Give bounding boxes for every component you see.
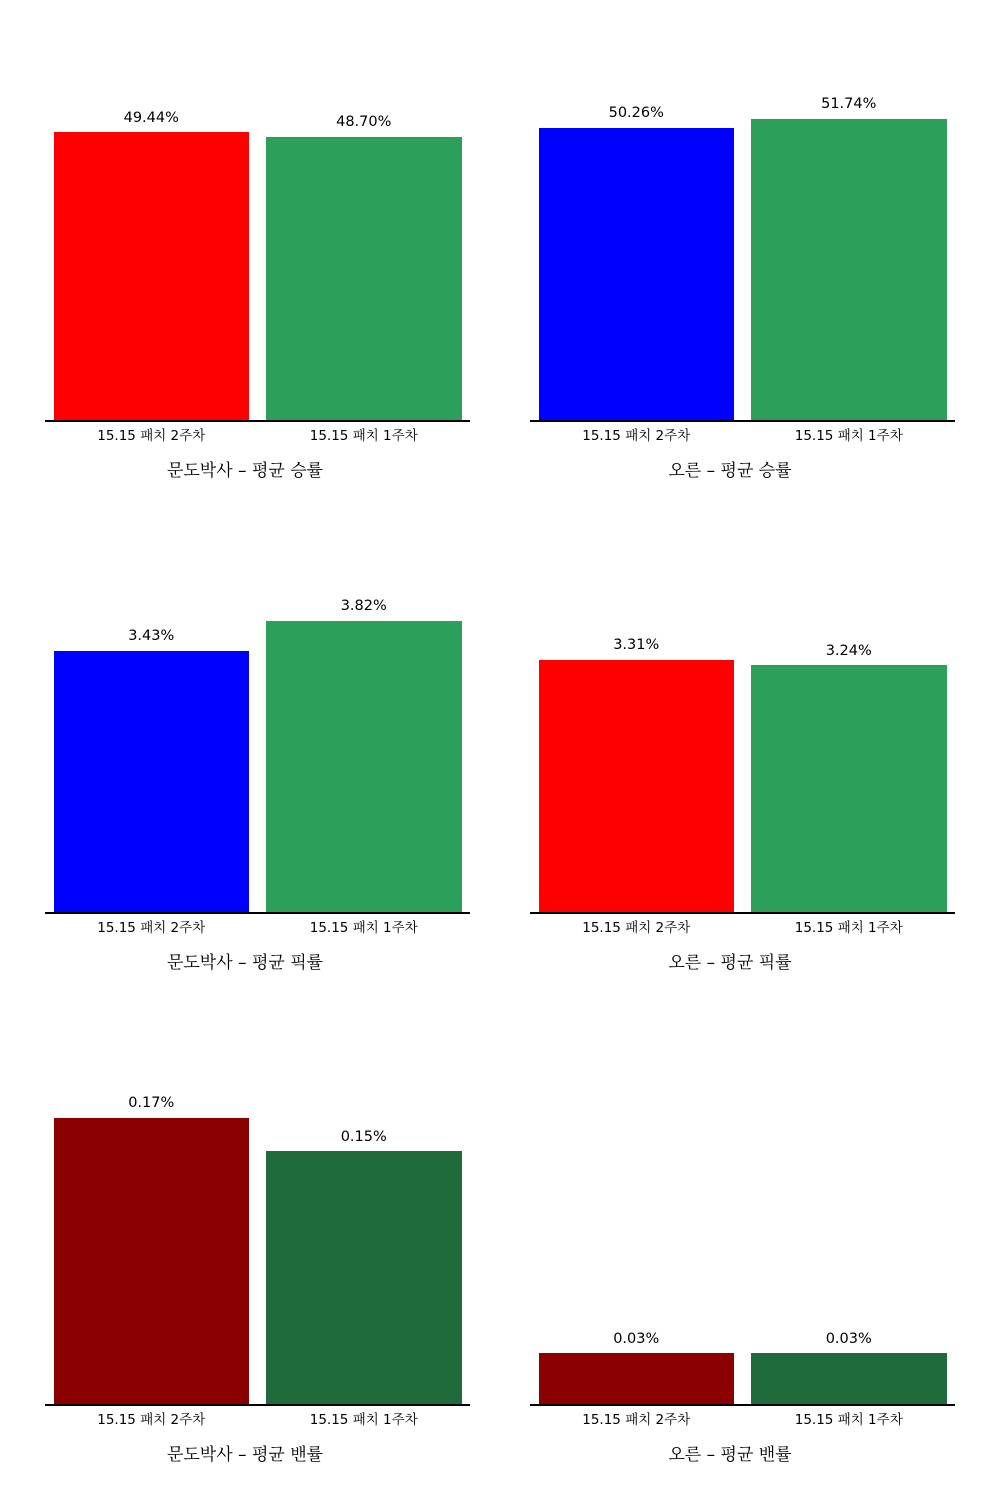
bar-rect: [539, 128, 735, 420]
x-axis-line: [45, 1404, 470, 1406]
x-tick-label: 15.15 패치 2주차: [97, 1412, 206, 1428]
chart-title-0: 문도박사 – 평균 승률: [166, 461, 324, 481]
x-tick-label: 15.15 패치 1주차: [309, 1412, 418, 1428]
x-tick-label: 15.15 패치 2주차: [582, 920, 691, 936]
bar-value-label: 3.82%: [340, 598, 387, 615]
bar-rect: [751, 1353, 947, 1404]
x-tick-labels-4: [45, 1408, 470, 1428]
plot-area-3: [495, 500, 965, 936]
plot-area-4: [10, 992, 480, 1428]
bar-value-label: 3.24%: [825, 642, 872, 659]
x-axis-line: [530, 912, 955, 914]
bar-item: [266, 8, 462, 420]
chart-title-1: 오른 – 평균 승률: [668, 461, 792, 481]
bar-item: [751, 500, 947, 912]
plot-area-0: [10, 8, 480, 444]
chart-panel-2: [10, 500, 480, 973]
x-tick-label: 15.15 패치 2주차: [582, 428, 691, 444]
plot-area-2: [10, 500, 480, 936]
chart-title-2: 문도박사 – 평균 픽률: [166, 953, 324, 973]
plot-area-1: [495, 8, 965, 444]
bar-item: [751, 992, 947, 1404]
bar-item: [266, 992, 462, 1404]
chart-panel-0: [10, 8, 480, 481]
bar-rect: [54, 651, 250, 912]
x-tick-labels-3: [530, 916, 955, 936]
chart-title-5: 오른 – 평균 밴률: [668, 1445, 792, 1465]
bar-group-4: [45, 992, 470, 1404]
x-tick-label: 15.15 패치 1주차: [309, 428, 418, 444]
chart-panel-5: [495, 992, 965, 1465]
x-tick-label: 15.15 패치 1주차: [794, 920, 903, 936]
x-tick-labels-0: [45, 424, 470, 444]
bar-rect: [539, 1353, 735, 1404]
bar-value-label: 50.26%: [608, 105, 664, 122]
chart-title-4: 문도박사 – 평균 밴률: [166, 1445, 324, 1465]
chart-title-3: 오른 – 평균 픽률: [668, 953, 792, 973]
x-tick-label: 15.15 패치 1주차: [309, 920, 418, 936]
x-axis-line: [45, 912, 470, 914]
bar-rect: [54, 1118, 250, 1404]
bar-rect: [751, 119, 947, 420]
bar-group-3: [530, 500, 955, 912]
bar-group-2: [45, 500, 470, 912]
bar-rect: [751, 665, 947, 912]
chart-panel-3: [495, 500, 965, 973]
x-tick-labels-2: [45, 916, 470, 936]
bar-value-label: 0.17%: [128, 1095, 175, 1112]
x-tick-label: 15.15 패치 1주차: [794, 1412, 903, 1428]
bar-value-label: 0.03%: [613, 1330, 660, 1347]
x-axis-line: [45, 420, 470, 422]
bar-value-label: 48.70%: [336, 114, 392, 131]
x-tick-label: 15.15 패치 1주차: [794, 428, 903, 444]
chart-panel-4: [10, 992, 480, 1465]
bar-value-label: 0.03%: [825, 1330, 872, 1347]
bar-group-5: [530, 992, 955, 1404]
bar-rect: [266, 621, 462, 912]
x-tick-label: 15.15 패치 2주차: [97, 920, 206, 936]
x-axis-line: [530, 420, 955, 422]
bar-item: [54, 8, 250, 420]
bar-value-label: 3.43%: [128, 628, 175, 645]
bar-rect: [54, 132, 250, 420]
x-tick-label: 15.15 패치 2주차: [582, 1412, 691, 1428]
plot-area-5: [495, 992, 965, 1428]
bar-group-1: [530, 8, 955, 420]
bar-item: [539, 8, 735, 420]
bar-item: [54, 500, 250, 912]
bar-item: [539, 500, 735, 912]
x-tick-label: 15.15 패치 2주차: [97, 428, 206, 444]
bar-rect: [539, 660, 735, 912]
bar-item: [539, 992, 735, 1404]
bar-value-label: 51.74%: [821, 96, 877, 113]
chart-panel-1: [495, 8, 965, 481]
bar-group-0: [45, 8, 470, 420]
bar-rect: [266, 137, 462, 420]
x-tick-labels-5: [530, 1408, 955, 1428]
bar-item: [266, 500, 462, 912]
bar-value-label: 3.31%: [613, 637, 660, 654]
bar-item: [54, 992, 250, 1404]
bar-value-label: 0.15%: [340, 1128, 387, 1145]
x-axis-line: [530, 1404, 955, 1406]
x-tick-labels-1: [530, 424, 955, 444]
bar-item: [751, 8, 947, 420]
bar-rect: [266, 1151, 462, 1404]
bar-value-label: 49.44%: [123, 109, 179, 126]
